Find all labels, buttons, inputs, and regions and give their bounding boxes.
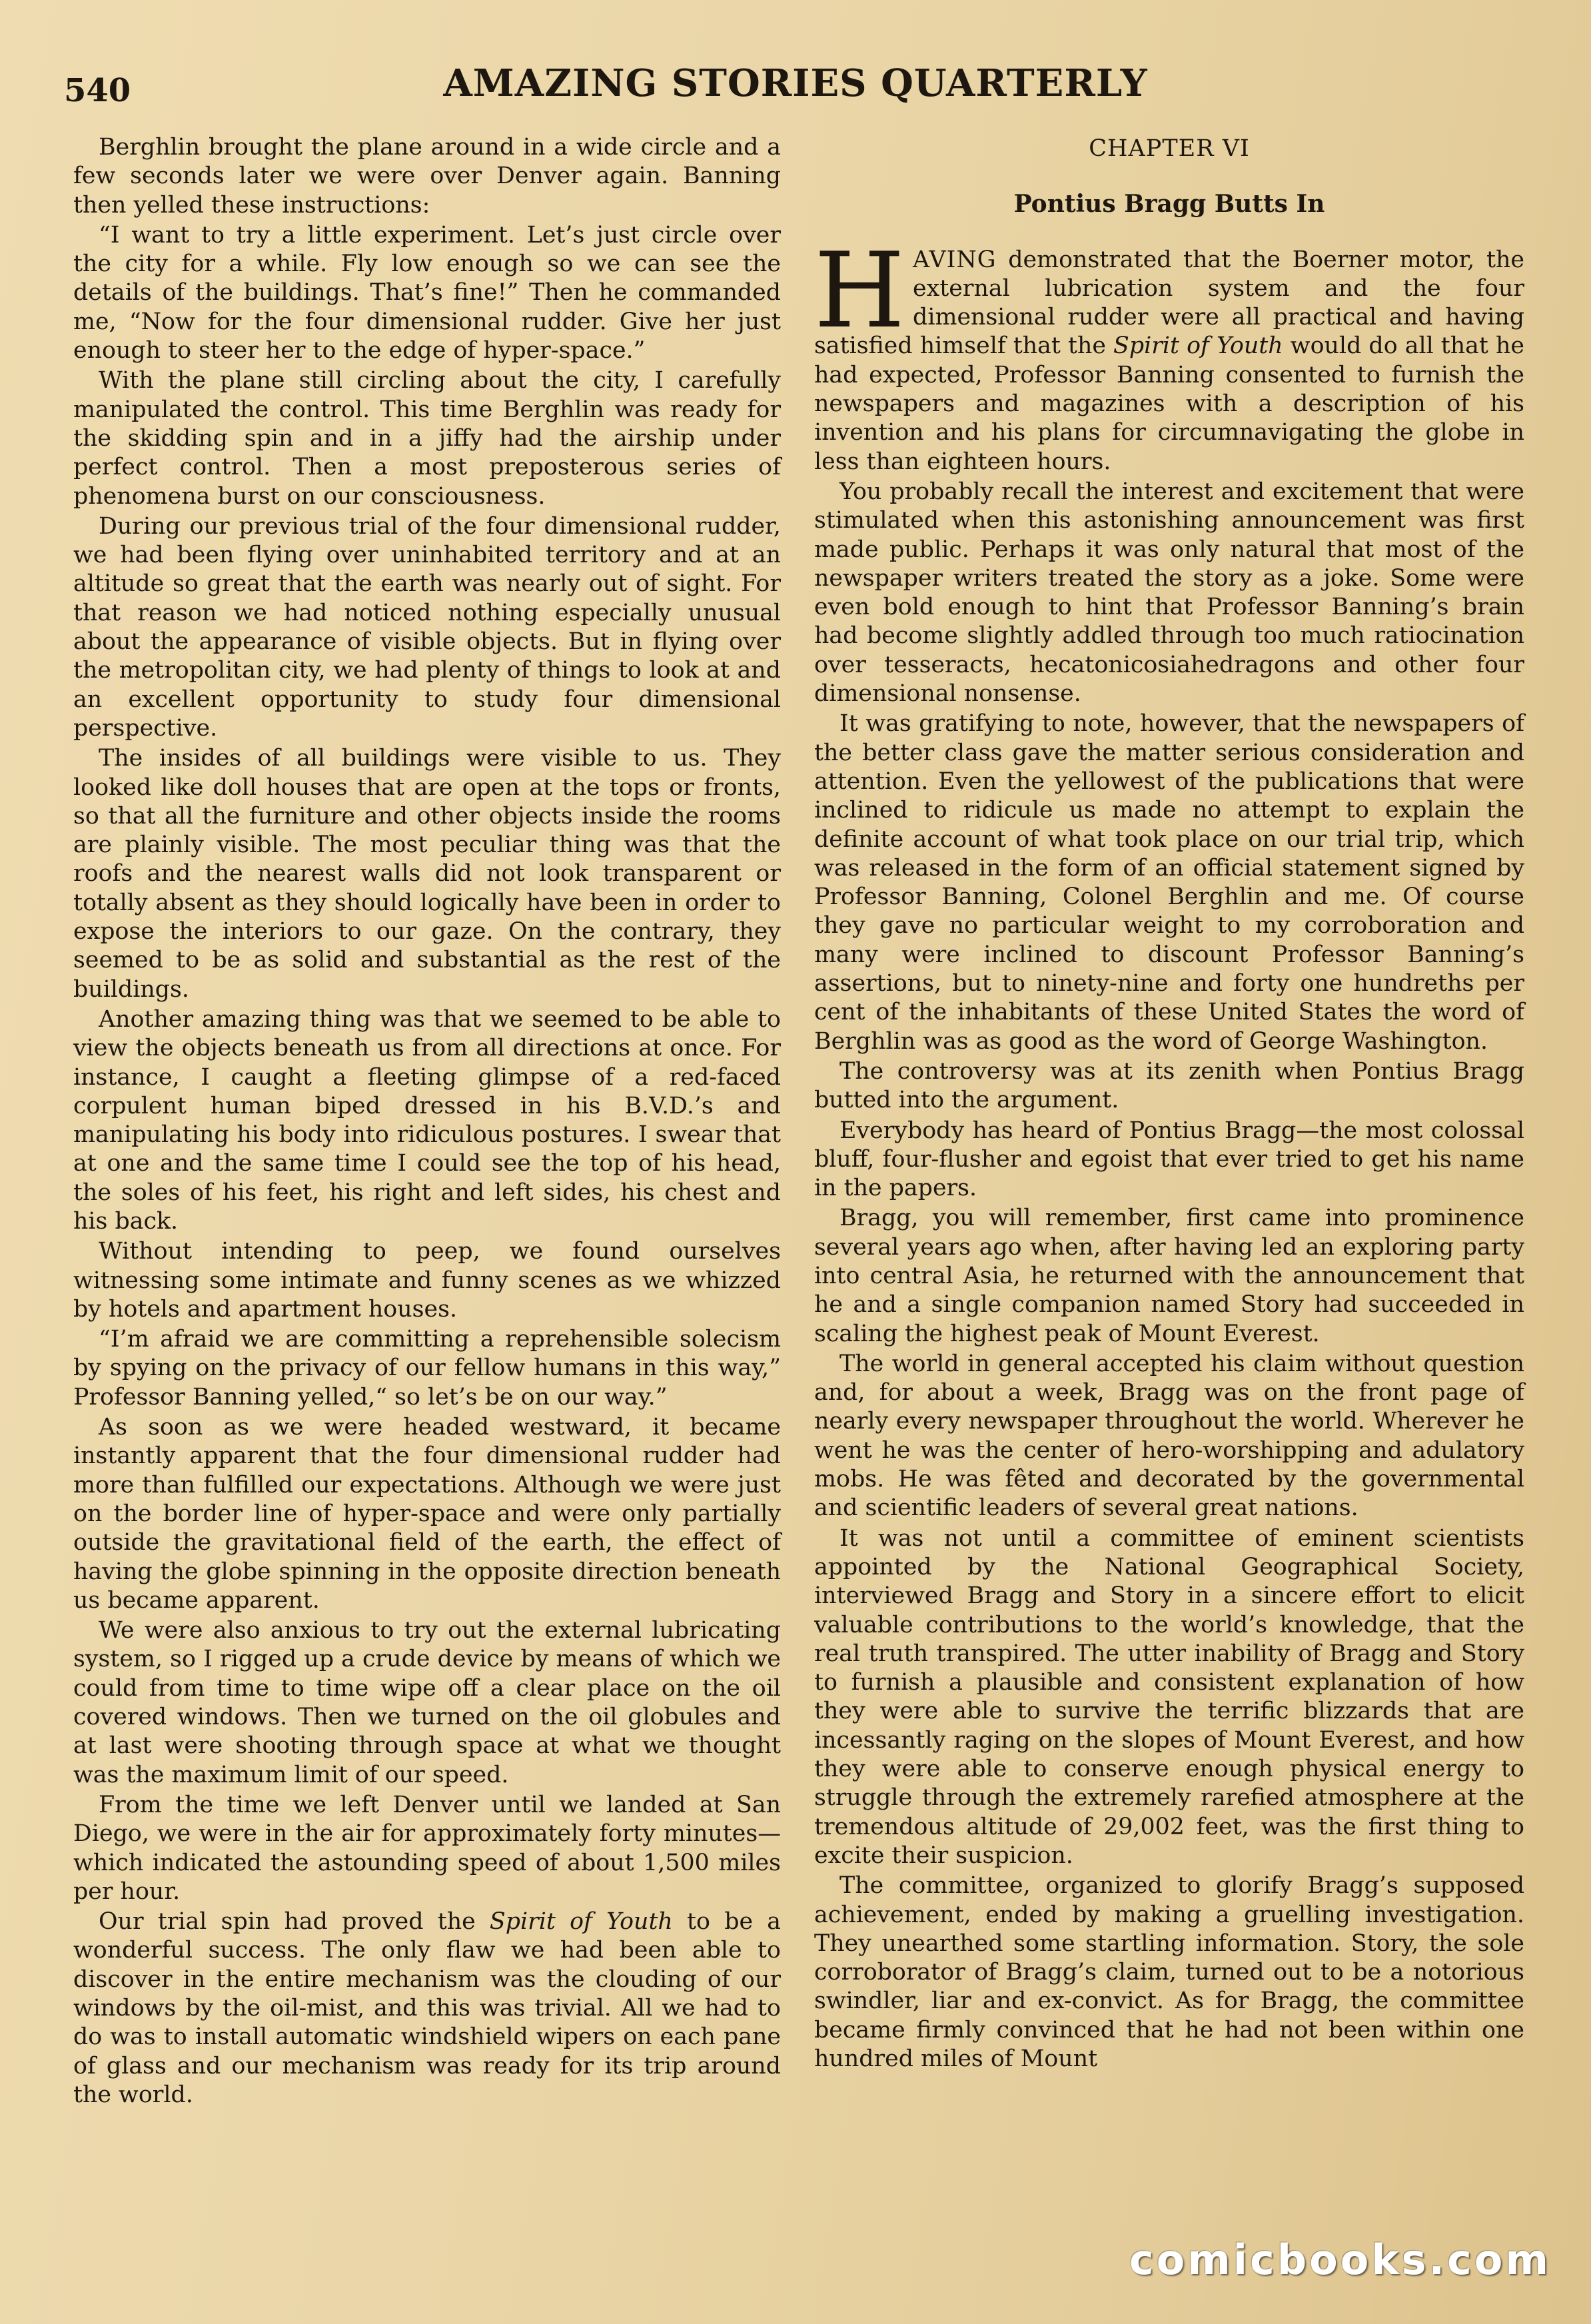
drop-cap: H: [814, 229, 905, 351]
paragraph: Without intending to peep, we found ourselves witnessing some intimate and funny scenes as we whizzed by hotels and apartment houses.: [73, 1238, 781, 1323]
paragraph: Another amazing thing was that we seemed to be able to view the objects beneath us from all directions at once. For instance, I caught a fleeting glimpse of a red-faced corpulent human biped dressed in his B.V.D.’s and manipulating his body into ridiculous postures. I swear that at one and the same time I could see the top of his head, the soles of his feet, his right and left sides, his chest and his back.: [73, 1005, 781, 1235]
paragraph: From the time we left Denver until we landed at San Diego, we were in the air for approximately forty minutes—which indicated the astounding speed of about 1,500 miles per hour.: [73, 1791, 781, 1905]
left-column: [73, 133, 781, 2111]
paragraph: Berghlin brought the plane around in a wide circle and a few seconds later we were over Denver again. Banning then yelled these instructions:: [73, 134, 781, 219]
lead-paragraph: [814, 229, 1524, 476]
page-number: 540: [64, 72, 131, 109]
page-header: [64, 61, 1527, 115]
paragraph: The world in general accepted his claim without question and, for about a week, Bragg was on the front page of nearly every newspaper throughout the world. Wherever he went he was the center of hero-worshipping and adulatory mobs. He was fêted and decorated by the governmental and scientific leaders of several great nations.: [814, 1350, 1524, 1522]
paragraph-text: would do all that he had expected, Professor Banning consented to furnish the newspapers and magazines with a description of his invention and his plans for circumnavigating the globe in less than eighteen hours.: [814, 332, 1524, 475]
ship-name: Spirit of Youth: [489, 1908, 673, 1936]
paragraph: The committee, organized to glorify Bragg’s supposed achievement, ended by making a gruelling investigation. They unearthed some startling information. Story, the sole corroborator of Bragg’s claim, turned out to be a notorious swindler, liar and ex-convict. As for Bragg, the committee became firmly convinced that he had not been within one hundred miles of Mount: [814, 1872, 1524, 2072]
paragraph: [73, 1908, 781, 2109]
paragraph: During our previous trial of the four dimensional rudder, we had been flying over uninhabited territory and at an altitude so great that the earth was nearly out of sight. For that reason we had noticed nothing especially unusual about the appearance of visible objects. But in flying over the metropolitan city, we had plenty of things to look at and an excellent opportunity to study four dimensional perspective.: [73, 512, 781, 742]
paragraph: It was not until a committee of eminent scientists appointed by the National Geographical Society, interviewed Bragg and Story in a sincere effort to elicit valuable contributions to the world’s knowledge, that the real truth transpired. The utter inability of Bragg and Story to furnish a plausible and consistent explanation of how they were able to survive the terrific blizzards that are incessantly raging on the slopes of Mount Everest, and how they were able to conserve enough physical energy to struggle through the extremely rarefied atmosphere at the tremendous altitude of 29,002 feet, was the first thing to excite their suspicion.: [814, 1524, 1524, 1869]
paragraph: Bragg, you will remember, first came into prominence several years ago when, after having led an exploring party into central Asia, he returned with the announcement that he and a single companion named Story had succeeded in scaling the highest peak of Mount Everest.: [814, 1205, 1524, 1347]
paragraph: With the plane still circling about the city, I carefully manipulated the control. This time Berghlin was ready for the skidding spin and in a jiffy had the airship under perfect control. Then a most preposterous series of phenomena burst on our consciousness.: [73, 367, 781, 510]
paragraph: It was gratifying to note, however, that the newspapers of the better class gave the matter serious consideration and attention. Even the yellowest of the publications that were inclined to ridicule us made no attempt to explain the definite account of what took place on our trial trip, which was released in the form of an official statement signed by Professor Banning, Colonel Berghlin and me. Of course they gave no particular weight to my corroboration and many were inclined to discount Professor Banning’s assertions, but to ninety-nine and forty one hundreths per cent of the inhabitants of these United States the word of Berghlin was as good as the word of George Washington.: [814, 710, 1524, 1055]
paragraph: The insides of all buildings were visible to us. They looked like doll houses that are open at the tops or fronts, so that all the furniture and other objects inside the rooms are plainly visible. The most peculiar thing was that the roofs and the nearest walls did not look transparent or totally absent as they should logically have been in order to expose the interiors to our gaze. On the contrary, they seemed to be as solid and substantial as the rest of the buildings.: [73, 745, 781, 1003]
watermark: comicbooks.com: [1129, 2235, 1551, 2284]
paragraph-text: to be a wonderful success. The only flaw we had been able to discover in the entire mechanism was the clouding of our windows by the oil-mist, and this was trivial. All we had to do was to install automatic windshield wipers on each pane of glass and our mechanism was ready for its trip around the world.: [73, 1908, 782, 2108]
paragraph: “I want to try a little experiment. Let’s just circle over the city for a while. Fly low enough so we can see the details of the buildings. That’s fine!” Then he commanded me, “Now for the four dimensional rudder. Give her just enough to steer her to the edge of hyper-space.”: [73, 221, 781, 364]
paragraph: We were also anxious to try out the external lubricating system, so I rigged up a crude device by means of which we could from time to time wipe off a clear place on the oil covered windows. Then we turned on the oil globules and at last were shooting through space at what we thought was the maximum limit of our speed.: [73, 1617, 781, 1788]
ship-name: Spirit of Youth: [1113, 332, 1283, 360]
paragraph-text: Our trial spin had proved the: [99, 1908, 490, 1936]
chapter-number: CHAPTER VI: [1089, 135, 1250, 162]
paragraph: The controversy was at its zenith when Pontius Bragg butted into the argument.: [814, 1057, 1524, 1114]
lead-caps: AVING: [913, 246, 997, 273]
running-head: AMAZING STORIES QUARTERLY: [443, 61, 1148, 105]
chapter-title: Pontius Bragg Butts In: [1013, 190, 1325, 219]
paragraph: Everybody has heard of Pontius Bragg—the most colossal bluff, four-flusher and egoist that ever tried to get his name in the papers.: [814, 1117, 1524, 1202]
right-column: [814, 133, 1524, 2075]
paragraph-text: demonstrated that the Boerner motor, the external lubrication system and the four dimensional rudder were all practical and having satisfied himself that the: [814, 246, 1524, 360]
paragraph: “I’m afraid we are committing a reprehensible solecism by spying on the privacy of our fellow humans in this way,” Professor Banning yelled,“ so let’s be on our way.”: [73, 1326, 781, 1411]
paragraph: As soon as we were headed westward, it became instantly apparent that the four dimensional rudder had more than fulfilled our expectations. Although we were just on the border line of hyper-space and were only partially outside the gravitational field of the earth, the effect of having the globe spinning in the opposite direction beneath us became apparent.: [73, 1414, 781, 1614]
paragraph: You probably recall the interest and excitement that were stimulated when this astonishing announcement was first made public. Perhaps it was only natural that most of the newspaper writers treated the story as a joke. Some were even bold enough to hint that Professor Banning’s brain had become slightly addled through too much ratiocination over tesseracts, hecatonicosiahedragons and other four dimensional nonsense.: [814, 478, 1524, 708]
